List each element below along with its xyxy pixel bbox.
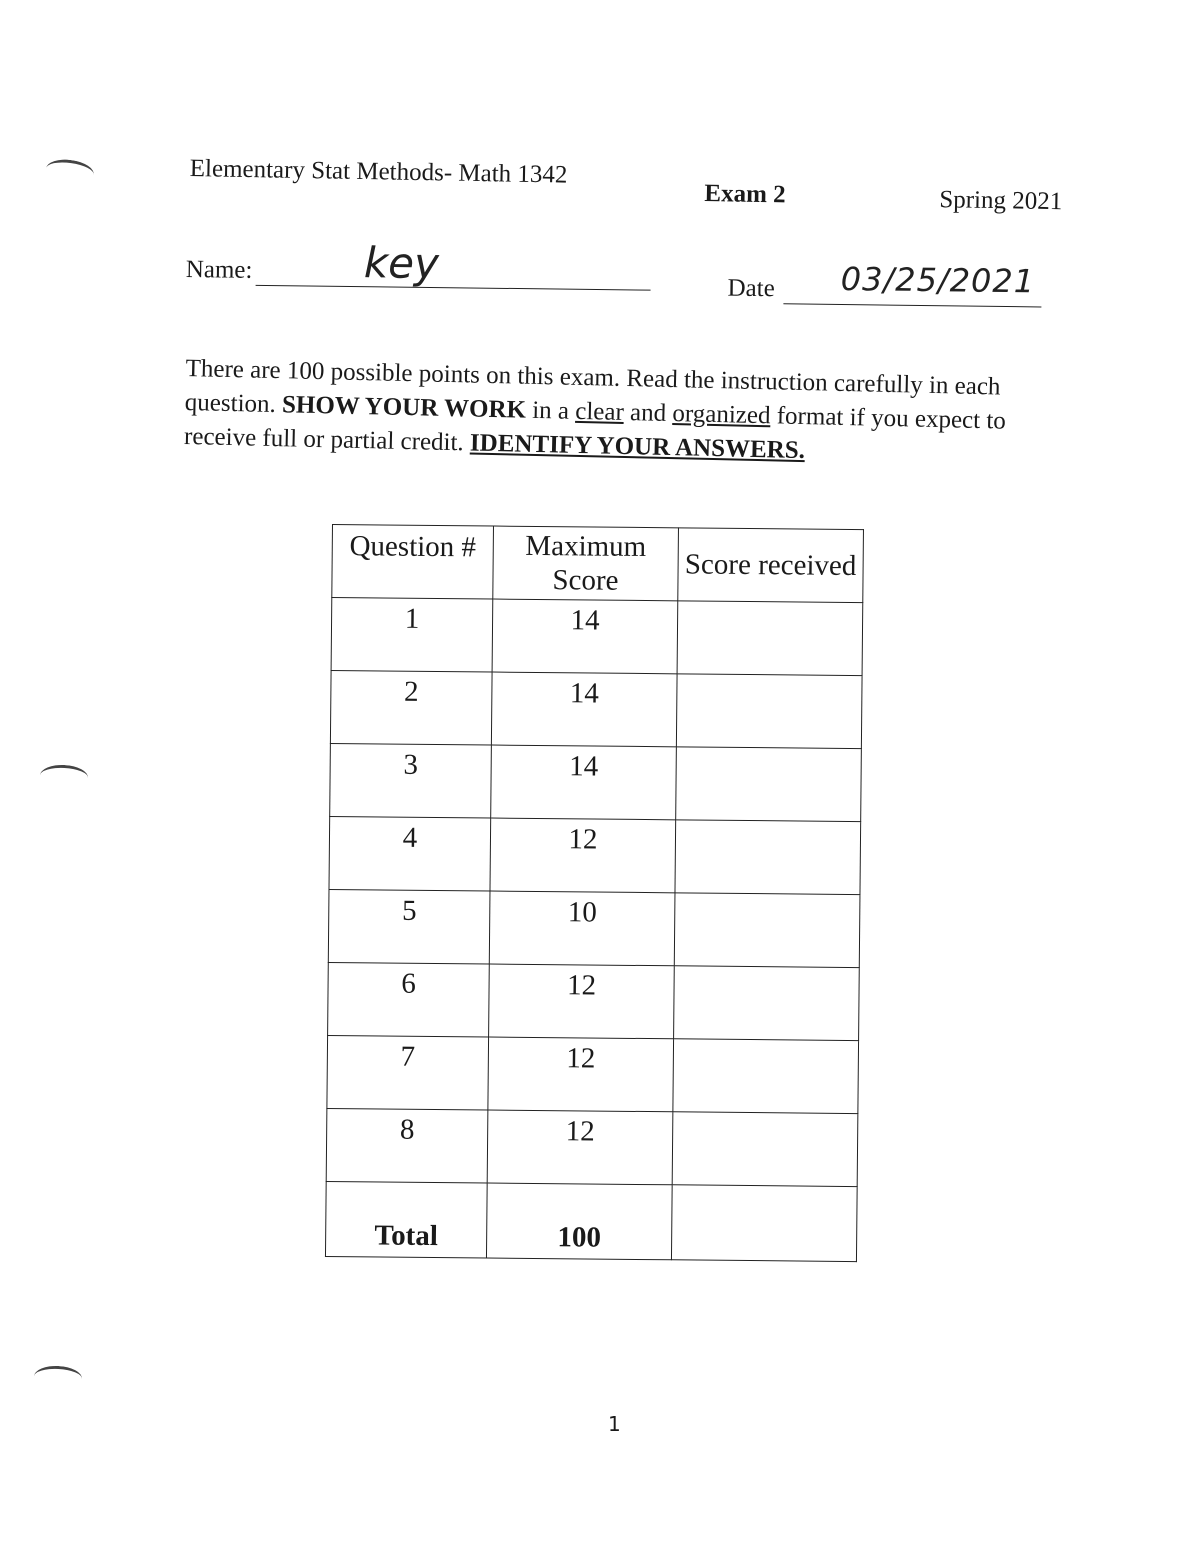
total-score-received-cell[interactable] [671, 1185, 857, 1262]
total-max-score: 100 [486, 1183, 672, 1260]
table-row [330, 670, 862, 748]
max-score: 10 [489, 891, 675, 966]
table-row [327, 1035, 859, 1113]
column-header-question: Question # [332, 525, 494, 600]
date-label: Date [727, 274, 775, 303]
score-received-cell[interactable] [672, 1112, 858, 1187]
name-label: Name: [185, 255, 253, 284]
max-score: 12 [487, 1110, 673, 1185]
score-received-cell[interactable] [674, 966, 860, 1041]
max-score: 14 [491, 745, 677, 820]
exam-title: Exam 2 [704, 179, 786, 209]
max-score: 12 [489, 964, 675, 1039]
table-row [330, 743, 862, 821]
name-field[interactable] [256, 285, 651, 291]
column-header-score-received: Score received [678, 528, 864, 603]
question-number: 2 [330, 670, 492, 745]
max-score: 14 [492, 599, 678, 674]
score-received-cell[interactable] [677, 601, 863, 676]
table-row [331, 598, 863, 676]
score-received-cell[interactable] [676, 674, 862, 749]
question-number: 4 [329, 816, 491, 891]
exam-instructions [184, 352, 1056, 474]
score-received-cell[interactable] [673, 1039, 859, 1114]
total-label: Total [325, 1181, 487, 1258]
instructions-text: There are 100 possible points on this exam. Read the instruction carefully in each question. [184, 354, 1001, 419]
score-received-cell[interactable] [674, 893, 860, 968]
instructions-organized: organized [672, 400, 771, 430]
score-received-cell[interactable] [676, 747, 862, 822]
max-score: 12 [490, 818, 676, 893]
date-field[interactable] [783, 303, 1041, 307]
max-score: 14 [491, 672, 677, 747]
instructions-text: in a [525, 396, 576, 425]
table-total-row [325, 1181, 857, 1261]
course-title: Elementary Stat Methods- Math 1342 [189, 155, 568, 189]
student-info [185, 238, 1046, 323]
page-number: 1 [608, 1412, 621, 1436]
question-number: 6 [328, 962, 490, 1037]
question-number: 1 [331, 598, 493, 673]
question-number: 5 [328, 889, 490, 964]
instructions-identify-answers: IDENTIFY YOUR ANSWERS. [469, 429, 806, 465]
column-header-max-score: Maximum Score [493, 526, 679, 601]
instructions-text: format if you expect to receive full or partial credit. [183, 402, 1007, 457]
table-row [328, 962, 860, 1040]
table-header-row [332, 525, 864, 603]
binder-hole-mark [39, 764, 88, 789]
name-handwritten-value: key [363, 238, 440, 289]
table-row [326, 1108, 858, 1186]
table-row [328, 889, 860, 967]
binder-hole-mark [45, 157, 96, 186]
instructions-clear: clear [574, 397, 625, 426]
date-handwritten-value: 03/25/2021 [840, 260, 1036, 301]
max-score: 12 [488, 1037, 674, 1112]
question-number: 7 [327, 1035, 489, 1110]
score-received-cell[interactable] [675, 820, 861, 895]
score-table [325, 524, 864, 1262]
question-number: 8 [326, 1108, 488, 1183]
instructions-text: and [623, 398, 673, 428]
question-number: 3 [330, 743, 492, 818]
exam-term: Spring 2021 [939, 186, 1063, 216]
instructions-show-work: SHOW YOUR WORK [281, 391, 527, 424]
table-row [329, 816, 861, 894]
exam-header [189, 155, 1070, 230]
binder-hole-mark [33, 1365, 82, 1390]
